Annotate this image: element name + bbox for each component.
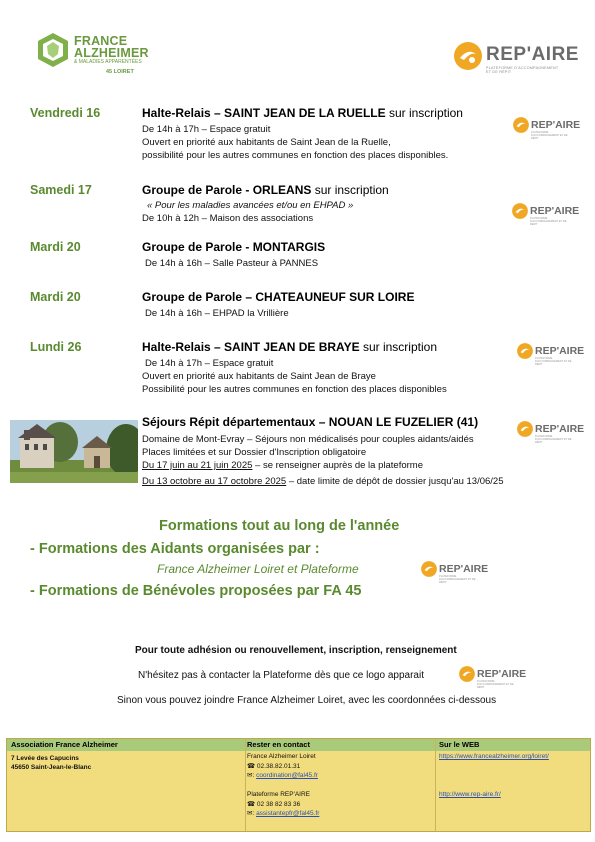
repaire-subtitle: PLATEFORME D'ACCOMPAGNEMENT ET DE RÉPIT <box>535 435 572 444</box>
event-title-bold: Halte-Relais – SAINT JEAN DE LA RUELLE <box>142 106 386 120</box>
repaire-subtitle: PLATEFORME D'ACCOMPAGNEMENT ET DE RÉPIT <box>535 357 572 366</box>
event-title-suffix: sur inscription <box>385 106 463 120</box>
address-line1: 7 Levée des Capucins <box>11 755 79 762</box>
formations-benevoles: - Formations de Bénévoles proposées par FA 45 <box>30 583 362 599</box>
event-line: De 14h à 17h – Espace gratuit <box>142 124 271 135</box>
fa-email-row <box>247 771 318 779</box>
event-date-line <box>142 476 504 487</box>
event-line: De 14h à 17h – Espace gratuit <box>145 358 274 369</box>
formations-heading: Formations tout au long de l'année <box>159 518 400 534</box>
event-title <box>142 340 437 354</box>
event-line: possibilité pour les autres communes en fonction des places disponibles. <box>142 150 449 161</box>
web-link-fa[interactable]: https://www.francealzheimer.org/loiret/ <box>439 753 549 760</box>
repaire-name: REP'AIRE <box>535 345 585 357</box>
column-divider <box>245 739 246 831</box>
repaire-logo <box>420 560 489 584</box>
event-line: Ouvert en priorité aux habitants de Saint Jean de la Ruelle, <box>142 137 391 148</box>
event-day: Samedi 17 <box>30 183 92 197</box>
repaire-name: REP'AIRE <box>477 668 527 680</box>
event-title-bold: Séjours Répit départementaux – NOUAN LE FUZELIER (41) <box>142 415 479 429</box>
repaire-subtitle: PLATEFORME D'ACCOMPAGNEMENT ET DE RÉPIT <box>486 66 559 74</box>
repaire-logo <box>516 420 585 444</box>
repaire-name: REP'AIRE <box>486 44 579 65</box>
event-date-line <box>142 460 423 471</box>
fa-name: France Alzheimer Loiret <box>247 753 316 760</box>
footer-col-contact: Rester en contact <box>247 740 310 749</box>
hexagon-logo-icon <box>36 32 70 68</box>
event-date: Du 13 octobre au 17 octobre 2025 <box>142 476 287 487</box>
rep-email-link[interactable]: assistantepfr@fal45.fr <box>256 810 320 817</box>
event-title <box>142 290 414 304</box>
formations-aidants: - Formations des Aidants organisées par : <box>30 541 320 557</box>
event-line: De 14h à 16h – EHPAD la Vrillière <box>145 308 289 319</box>
contact-line1: Pour toute adhésion ou renouvellement, inscription, renseignement <box>135 645 457 656</box>
event-line: Places limitées et sur Dossier d'Inscription obligatoire <box>142 447 367 458</box>
logo-line2: ALZHEIMER <box>74 46 149 60</box>
web-link-repaire[interactable]: http://www.rep-aire.fr/ <box>439 791 501 798</box>
event-line: « Pour les maladies avancées et/ou en EHPAD » <box>147 200 354 211</box>
event-title-bold: Halte-Relais – SAINT JEAN DE BRAYE <box>142 340 360 354</box>
repaire-logo <box>458 665 527 689</box>
repaire-name: REP'AIRE <box>439 563 489 575</box>
repaire-logo-header <box>452 40 579 74</box>
france-alzheimer-logo <box>36 32 156 76</box>
event-line: Domaine de Mont-Evray – Séjours non médicalisés pour couples aidants/aidés <box>142 434 474 445</box>
repaire-sun-icon <box>516 342 534 360</box>
event-date: Du 17 juin au 21 juin 2025 <box>142 460 253 471</box>
fa-phone: ☎ 02.38.82.01.31 <box>247 763 301 770</box>
event-line: De 10h à 12h – Maison des associations <box>142 213 314 224</box>
repaire-sun-icon <box>516 420 534 438</box>
event-title <box>142 183 389 197</box>
footer-col-web: Sur le WEB <box>439 740 480 749</box>
repaire-subtitle: PLATEFORME D'ACCOMPAGNEMENT ET DE RÉPIT <box>530 217 567 226</box>
repaire-name: REP'AIRE <box>531 119 581 131</box>
repaire-logo <box>516 342 585 366</box>
contact-line2: N'hésitez pas à contacter la Plateforme dès que ce logo apparait <box>138 670 424 681</box>
formations-org: France Alzheimer Loiret et Plateforme <box>157 562 359 576</box>
chateau-image <box>10 420 138 483</box>
repaire-name: REP'AIRE <box>535 423 585 435</box>
event-line: Ouvert en priorité aux habitants de Saint Jean de Braye <box>142 371 376 382</box>
email-icon: ✉: <box>247 810 257 817</box>
column-divider <box>435 739 436 831</box>
repaire-sun-icon <box>458 665 476 683</box>
email-icon: ✉: <box>247 772 257 779</box>
rep-name: Plateforme REP'AIRE <box>247 791 311 798</box>
event-line: De 14h à 16h – Salle Pasteur à PANNES <box>145 258 319 269</box>
event-date-note: – date limite de dépôt de dossier jusqu'au 13/06/25 <box>286 476 504 487</box>
chateau-photo <box>10 420 138 483</box>
event-day: Lundi 26 <box>30 340 82 354</box>
event-day: Vendredi 16 <box>30 106 101 120</box>
repaire-sun-icon <box>511 202 529 220</box>
repaire-subtitle: PLATEFORME D'ACCOMPAGNEMENT ET DE RÉPIT <box>477 680 514 689</box>
event-title-bold: Groupe de Parole – CHATEAUNEUF SUR LOIRE <box>142 290 415 304</box>
rep-email-row <box>247 809 319 817</box>
fa-email-link[interactable]: coordination@fal45.fr <box>256 772 318 779</box>
event-title <box>142 415 478 429</box>
logo-line3: & MALADIES APPARENTÉES <box>74 59 142 65</box>
event-line: Possibilité pour les autres communes en fonction des places disponibles <box>142 384 447 395</box>
event-day: Mardi 20 <box>30 240 81 254</box>
repaire-name: REP'AIRE <box>530 205 580 217</box>
repaire-sun-icon <box>512 116 530 134</box>
event-date-note: – se renseigner auprès de la plateforme <box>252 460 423 471</box>
repaire-logo <box>511 202 580 226</box>
repaire-subtitle: PLATEFORME D'ACCOMPAGNEMENT ET DE RÉPIT <box>531 131 568 140</box>
event-title <box>142 106 463 120</box>
repaire-sun-icon <box>452 40 484 72</box>
event-title <box>142 240 325 254</box>
event-title-bold: Groupe de Parole - MONTARGIS <box>142 240 326 254</box>
logo-line4: 45 LOIRET <box>106 69 134 75</box>
event-title-bold: Groupe de Parole - ORLEANS <box>142 183 312 197</box>
footer-col-association: Association France Alzheimer <box>11 740 118 749</box>
repaire-subtitle: PLATEFORME D'ACCOMPAGNEMENT ET DE RÉPIT <box>439 575 476 584</box>
event-day: Mardi 20 <box>30 290 81 304</box>
footer-table <box>6 738 591 832</box>
repaire-sun-icon <box>420 560 438 578</box>
address-line2: 45650 Saint-Jean-le-Blanc <box>11 764 92 771</box>
contact-line3: Sinon vous pouvez joindre France Alzheimer Loiret, avec les coordonnées ci-dessous <box>117 695 497 706</box>
repaire-logo <box>512 116 581 140</box>
logo-line1: FRANCE <box>74 34 128 48</box>
event-title-suffix: sur inscription <box>359 340 437 354</box>
event-title-suffix: sur inscription <box>311 183 389 197</box>
rep-phone: ☎ 02 38 82 83 36 <box>247 801 301 808</box>
